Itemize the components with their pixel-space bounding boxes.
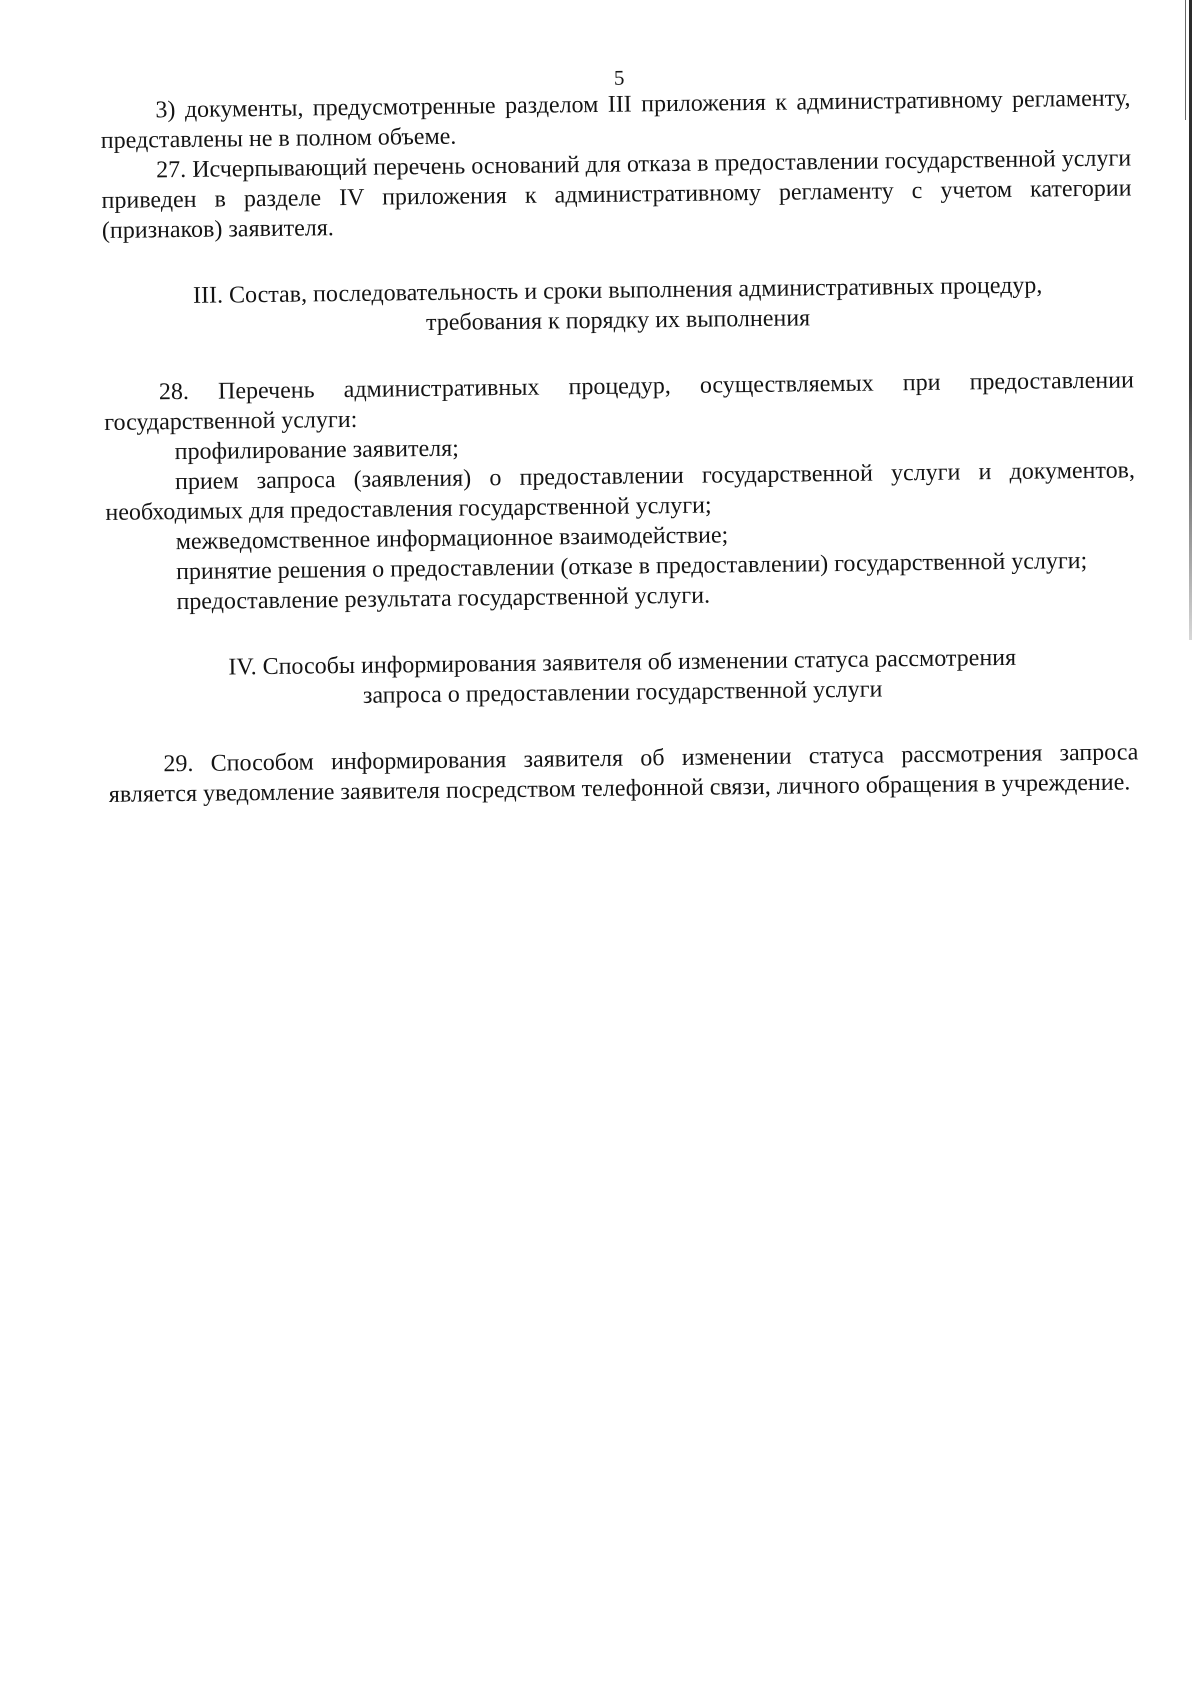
list-item: прием запроса (заявления) о предоставлении государственной услуги и документов, необходимых для предоставления государственной услуги; bbox=[105, 457, 1136, 526]
section-heading-iv-line2: запроса о предоставлении государственной услуги bbox=[362, 676, 883, 709]
section-heading-iii-line1: III. Состав, последовательность и сроки выполнения административных процедур, bbox=[192, 272, 1043, 309]
paragraph-29: 29. Способом информирования заявителя об изменении статуса рассмотрения запроса является уведомление заявителя посредством телефонной связи, личного обращения в учреждение. bbox=[108, 739, 1139, 808]
paragraph-28: 28. Перечень административных процедур, осуществляемых при предоставлении государственной услуги: bbox=[104, 367, 1135, 436]
list-item: профилирование заявителя; bbox=[174, 435, 460, 466]
list-item: предоставление результата государственной услуги. bbox=[176, 582, 711, 616]
scan-edge-line bbox=[1185, 0, 1186, 120]
section-heading-iv-line1: IV. Способы информирования заявителя об изменении статуса рассмотрения bbox=[228, 644, 1017, 681]
paragraph-27: 27. Исчерпывающий перечень оснований для отказа в предоставлении государственной услуги приведен в разделе IV приложения к административному регламенту с учетом категории (признаков) заявителя. bbox=[101, 145, 1132, 244]
scan-edge-shadow bbox=[1189, 0, 1192, 640]
page-number: 5 bbox=[613, 65, 625, 90]
list-item: принятие решения о предоставлении (отказе в предоставлении) государственной услуги; bbox=[175, 547, 1088, 586]
list-item: межведомственное информационное взаимодействие; bbox=[175, 522, 729, 556]
paragraph-item-3: 3) документы, предусмотренные разделом III приложения к административному регламенту, представлены не в полном объеме. bbox=[100, 85, 1131, 154]
section-heading-iii-line2: требования к порядку их выполнения bbox=[425, 305, 811, 337]
page-content bbox=[100, 59, 1139, 810]
